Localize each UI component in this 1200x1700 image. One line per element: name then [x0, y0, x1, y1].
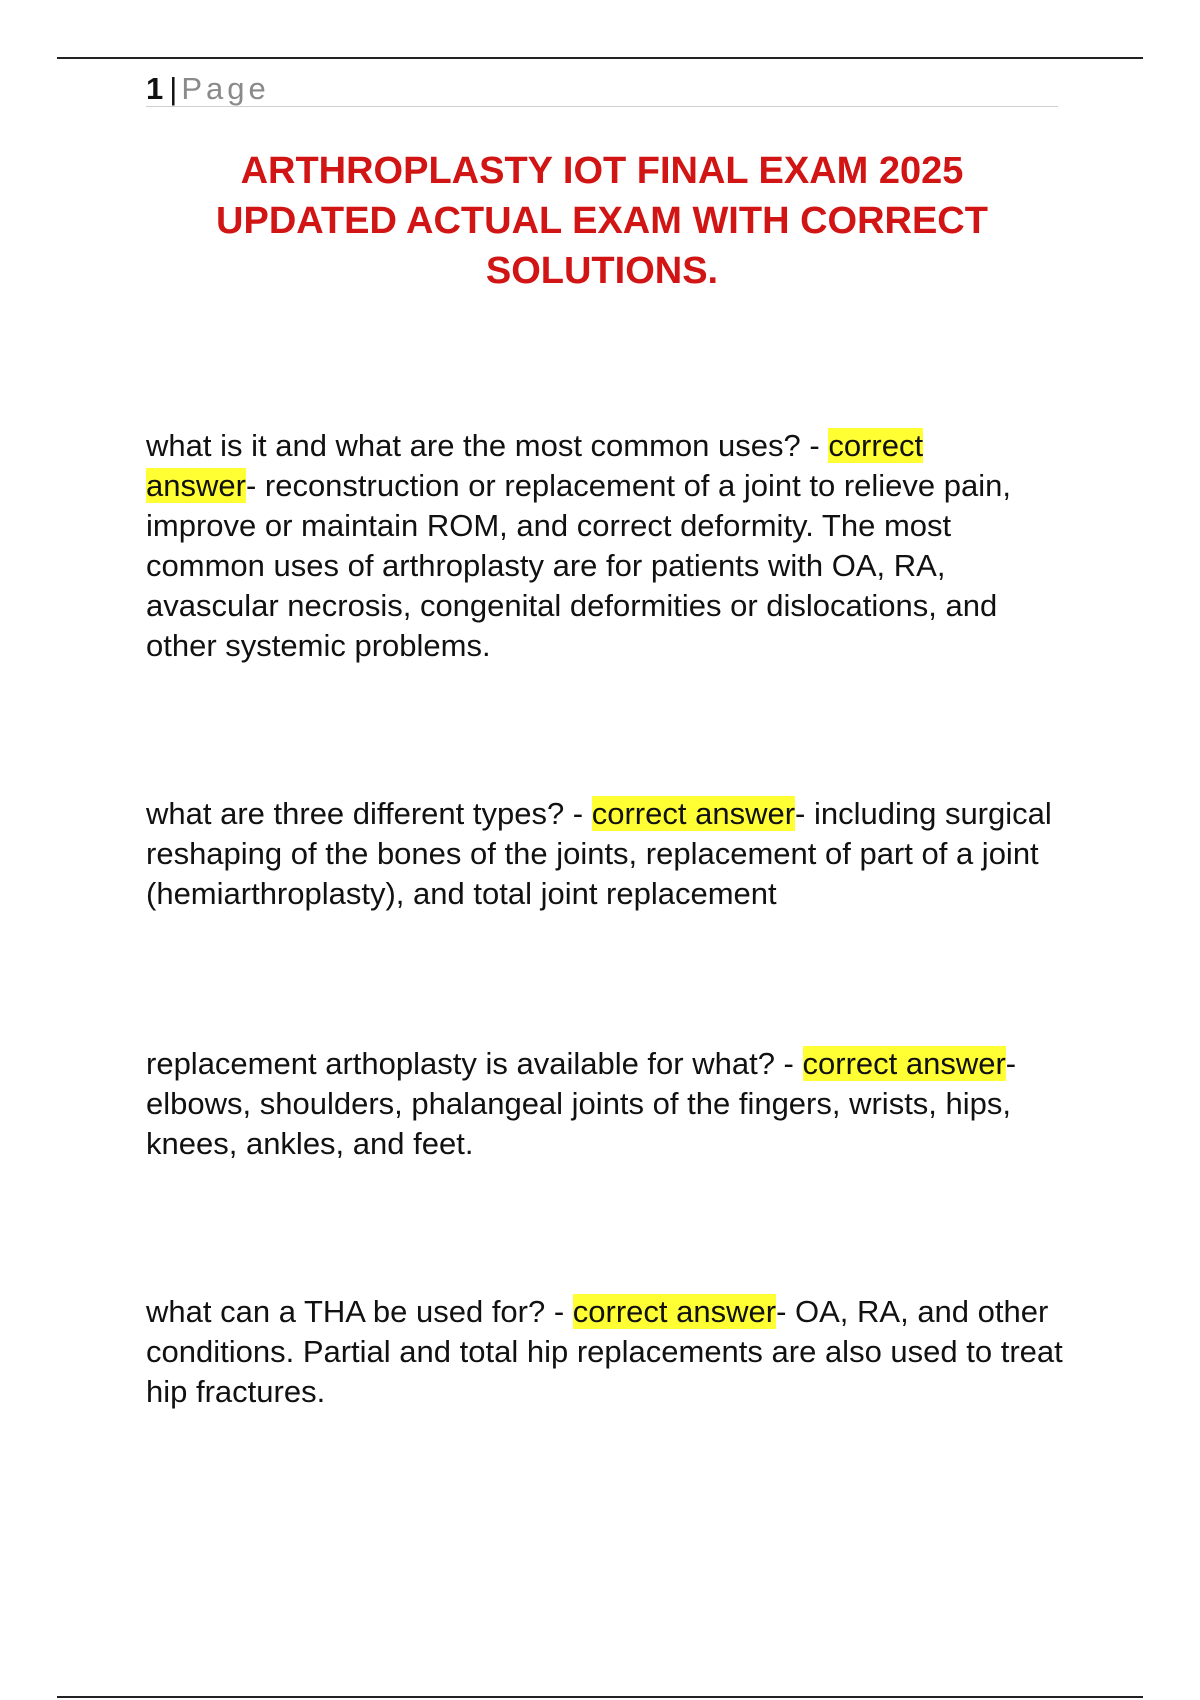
document-title: ARTHROPLASTY IOT FINAL EXAM 2025 UPDATED ACTUAL EXAM WITH CORRECT SOLUTIONS.	[216, 150, 988, 292]
answer-label-highlight: correct answer	[591, 796, 796, 831]
question-text: what is it and what are the most common uses? -	[146, 428, 829, 463]
answer-label-highlight: correct	[828, 428, 924, 463]
qa-item	[146, 1292, 1066, 1412]
page-label: Page	[181, 71, 270, 106]
qa-item	[146, 1044, 1066, 1164]
answer-text: - elbows, shoulders, phalangeal joints of the fingers, wrists, hips, knees, ankles, and feet.	[146, 1046, 1017, 1161]
question-text: what are three different types? -	[146, 796, 592, 831]
question-text: what can a THA be used for? -	[146, 1294, 573, 1329]
answer-text: - OA, RA, and other conditions. Partial and total hip replacements are also used to treat hip fractures.	[146, 1294, 1063, 1409]
page-separator: |	[169, 71, 178, 106]
page-header	[146, 72, 1058, 107]
top-rule	[57, 57, 1143, 59]
qa-item	[146, 794, 1066, 914]
question-text: replacement arthoplasty is available for what? -	[146, 1046, 803, 1081]
answer-label-highlight: correct answer	[572, 1294, 777, 1329]
bottom-rule	[57, 1696, 1143, 1698]
answer-label-highlight: answer	[146, 468, 246, 503]
page-number: 1	[146, 71, 164, 106]
answer-label-highlight: correct answer	[802, 1046, 1006, 1081]
answer-text: - including surgical reshaping of the bones of the joints, replacement of part of a joint (hemiarthroplasty), and total joint replacement	[146, 796, 1052, 911]
answer-text: - reconstruction or replacement of a joint to relieve pain, improve or maintain ROM, and correct deformity. The most common uses of arthroplasty are for patients with OA, RA, avascular necrosis, congenital deformities or dislocations, and other systemic problems.	[146, 468, 1011, 663]
qa-item	[146, 426, 1066, 666]
